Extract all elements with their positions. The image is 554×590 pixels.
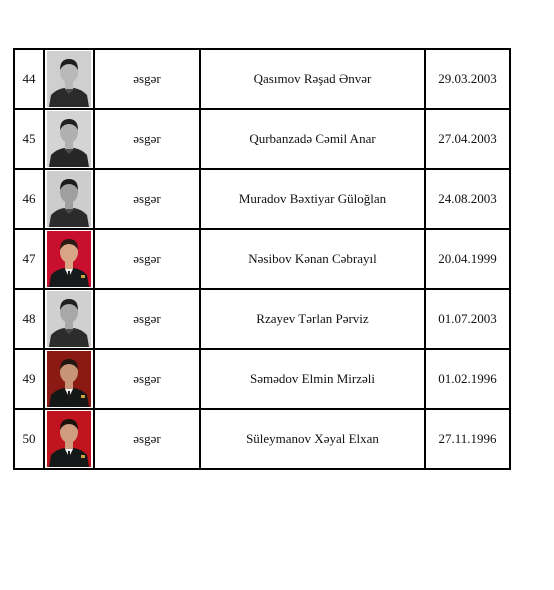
rank: əsgər bbox=[94, 169, 200, 229]
portrait-cell bbox=[44, 109, 94, 169]
portrait-cell bbox=[44, 409, 94, 469]
portrait-cell bbox=[44, 49, 94, 109]
portrait-cell bbox=[44, 169, 94, 229]
birth-date: 27.11.1996 bbox=[425, 409, 510, 469]
full-name: Qasımov Rəşad Ənvər bbox=[200, 49, 425, 109]
soldier-portrait bbox=[47, 291, 91, 347]
row-number: 45 bbox=[14, 109, 44, 169]
soldier-portrait bbox=[47, 351, 91, 407]
portrait-cell bbox=[44, 229, 94, 289]
table-row bbox=[14, 109, 510, 169]
full-name: Səmədov Elmin Mirzəli bbox=[200, 349, 425, 409]
birth-date: 01.07.2003 bbox=[425, 289, 510, 349]
birth-date: 01.02.1996 bbox=[425, 349, 510, 409]
row-number: 50 bbox=[14, 409, 44, 469]
birth-date: 29.03.2003 bbox=[425, 49, 510, 109]
row-number: 47 bbox=[14, 229, 44, 289]
full-name: Muradov Bəxtiyar Güloğlan bbox=[200, 169, 425, 229]
full-name: Nəsibov Kənan Cəbrayıl bbox=[200, 229, 425, 289]
rank: əsgər bbox=[94, 109, 200, 169]
rank: əsgər bbox=[94, 289, 200, 349]
table-body bbox=[14, 49, 510, 469]
table-row bbox=[14, 349, 510, 409]
row-number: 44 bbox=[14, 49, 44, 109]
row-number: 48 bbox=[14, 289, 44, 349]
soldier-portrait bbox=[47, 171, 91, 227]
row-number: 49 bbox=[14, 349, 44, 409]
rank: əsgər bbox=[94, 349, 200, 409]
rank: əsgər bbox=[94, 229, 200, 289]
rank: əsgər bbox=[94, 409, 200, 469]
soldier-portrait bbox=[47, 51, 91, 107]
soldier-portrait bbox=[47, 111, 91, 167]
table-row bbox=[14, 169, 510, 229]
full-name: Süleymanov Xəyal Elxan bbox=[200, 409, 425, 469]
soldier-portrait bbox=[47, 411, 91, 467]
casualty-table bbox=[13, 48, 511, 470]
row-number: 46 bbox=[14, 169, 44, 229]
full-name: Qurbanzadə Cəmil Anar bbox=[200, 109, 425, 169]
table-row bbox=[14, 289, 510, 349]
full-name: Rzayev Tərlan Pərviz bbox=[200, 289, 425, 349]
table-row bbox=[14, 409, 510, 469]
portrait-cell bbox=[44, 289, 94, 349]
rank: əsgər bbox=[94, 49, 200, 109]
soldier-portrait bbox=[47, 231, 91, 287]
birth-date: 24.08.2003 bbox=[425, 169, 510, 229]
birth-date: 20.04.1999 bbox=[425, 229, 510, 289]
table-row bbox=[14, 49, 510, 109]
table-row bbox=[14, 229, 510, 289]
portrait-cell bbox=[44, 349, 94, 409]
birth-date: 27.04.2003 bbox=[425, 109, 510, 169]
